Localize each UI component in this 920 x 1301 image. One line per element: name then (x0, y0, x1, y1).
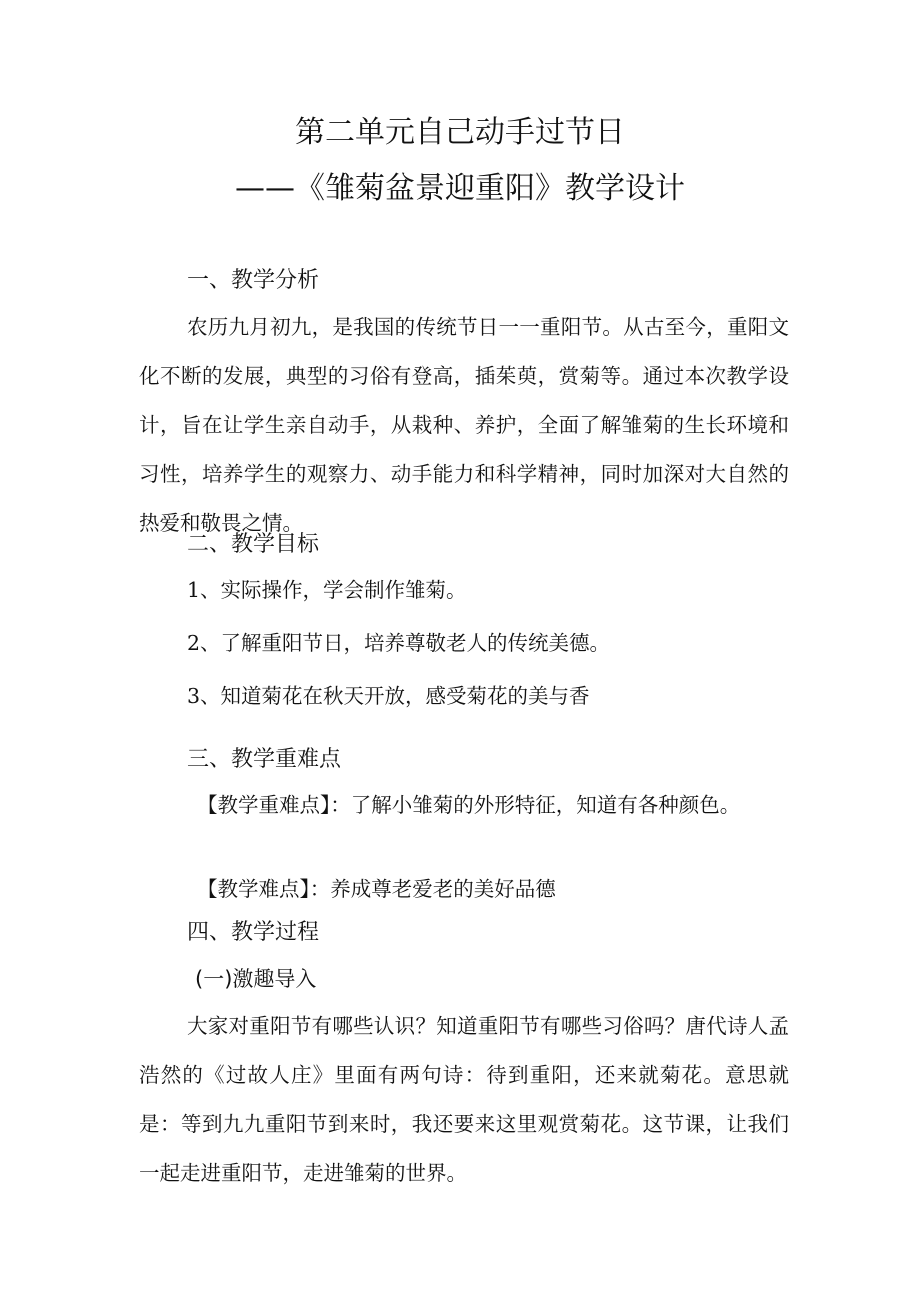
document-title: 第二单元自己动手过节日 (295, 115, 625, 150)
section-heading-objectives: 二、教学目标 (187, 532, 320, 557)
document-subtitle: ——《雏菊盆景迎重阳》教学设计 (235, 171, 685, 206)
process-subheading-intro: (一)激趣导入 (195, 967, 317, 991)
intro-paragraph: 大家对重阳节有哪些认识？知道重阳节有哪些习俗吗？唐代诗人孟浩然的《过故人庄》里面有两句诗：待到重阳，还来就菊花。意思就是：等到九九重阳节到来时，我还要来这里观赏菊花。这节课，让我们一起走进重阳节，走进雏菊的世界。 (139, 1014, 789, 1185)
section-heading-process: 四、教学过程 (187, 920, 320, 945)
section-heading-key-points: 三、教学重难点 (187, 747, 342, 772)
objective-item-1: 1、实际操作，学会制作雏菊。 (187, 578, 467, 602)
key-point-text: 【教学重难点】：了解小雏菊的外形特征，知道有各种颜色。 (197, 793, 741, 817)
section-heading-analysis: 一、教学分析 (187, 268, 320, 293)
difficult-point-text: 【教学难点】：养成尊老爱老的美好品德 (197, 877, 556, 901)
analysis-paragraph: 农历九月初九，是我国的传统节日一一重阳节。从古至今，重阳文化不断的发展，典型的习俗有登高，插茱萸，赏菊等。通过本次教学设计，旨在让学生亲自动手，从栽种、养护，全面了解雏菊的生长环境和习性，培养学生的观察力、动手能力和科学精神，同时加深对大自然的热爱和敬畏之情。 (139, 315, 789, 535)
objective-item-3: 3、知道菊花在秋天开放，感受菊花的美与香 (187, 684, 590, 708)
objective-item-2: 2、了解重阳节日，培养尊敬老人的传统美德。 (187, 631, 611, 655)
